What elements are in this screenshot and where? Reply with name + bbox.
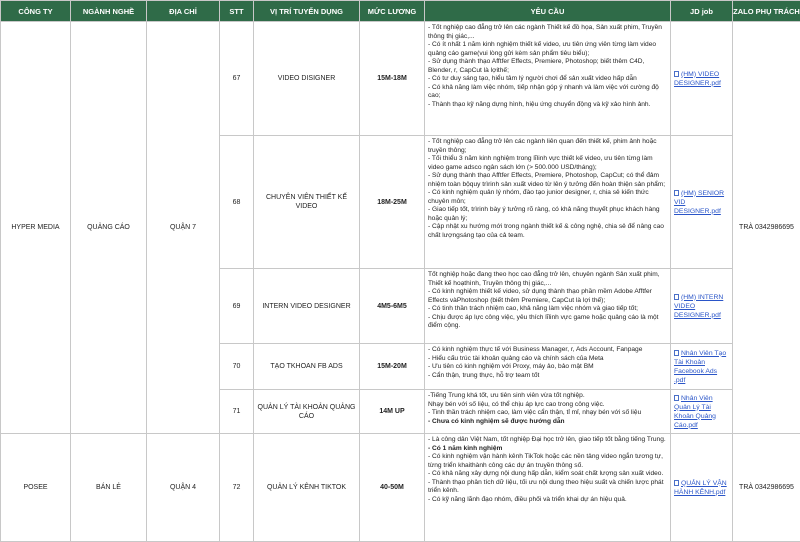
requirements-cell [425, 344, 671, 390]
requirement-line: - Thành thạo kỹ năng dựng hình, hiệu ứng chuyển động và kỹ xảo hình ảnh. [428, 100, 651, 108]
requirements-cell [425, 434, 671, 542]
requirement-line: - Cập nhật xu hướng mới trong ngành thiết kế & công nghệ, chia sẻ để nâng cao chất lượngsáng tạo của cả team. [428, 223, 664, 239]
header-jd: JD job [671, 1, 733, 22]
requirement-line: - Giao tiếp tốt, trìrinh bày ý tưởng rõ ràng, có khả năng thuyết phục khách hàng hoặc quản lý; [428, 206, 660, 222]
jd-link[interactable]: (HM) INTERN VIDEO DESIGNER.pdf [674, 293, 724, 319]
zalo-cell: TRÀ 0342986695 [733, 434, 800, 542]
header-salary: MỨC LƯƠNG [360, 1, 425, 22]
requirement-line: - Có kỹ năng lãnh đạo nhóm, điều phối và triển khai dự án hiệu quả. [428, 495, 627, 503]
salary-cell: 15M-20M [360, 344, 425, 390]
company-cell: HYPER MEDIA [1, 22, 71, 434]
requirement-line: - Chịu được áp lực công việc, yêu thích lĩlinh vực game hoặc quảng cáo là một điểm cộng. [428, 313, 659, 329]
table-row [1, 434, 800, 542]
requirement-line: - Sử dụng thành thạo Afftfer Effects, Premiere, Photoshop, CapCut; có thể đảm nhiệm toàn bộquy trìrinh sản xuất video từ lên ý tưởng đến hoàn thiện sản phẩm; [428, 172, 666, 188]
position-cell: QUẢN LÝ TÀI KHOẢN QUẢNG CÁO [254, 390, 360, 434]
location-cell: QUẬN 4 [147, 434, 220, 542]
stt-cell: 70 [220, 344, 254, 390]
stt-cell: 67 [220, 22, 254, 136]
requirements-cell [425, 22, 671, 136]
jd-cell [671, 22, 733, 136]
requirement-line: - Có kinh nghiệm thiết kế video, sử dụng thành thạo phần mềm Adobe Afftfer Effects vàPhotoshop (biết thêm Premiere, CapCut là lợi thế); [428, 288, 652, 304]
salary-cell: 4M5-6M5 [360, 269, 425, 344]
stt-cell: 71 [220, 390, 254, 434]
file-icon [674, 71, 679, 77]
jd-link[interactable]: QUẢN LÝ VẬN HÀNH KÊNH.pdf [674, 479, 727, 496]
salary-cell: 14M UP [360, 390, 425, 434]
requirement-line: Tốt nghiệp hoặc đang theo học cao đẳng trở lên, chuyên ngành Sản xuất phim, Thiết kế hoạthình, Truyền thông thị giác,... [428, 271, 660, 287]
jd-cell [671, 390, 733, 434]
requirement-line: - Thành thạo phân tích dữ liệu, tối ưu nội dung theo hiệu suất và chiến lược phát triển kênh. [428, 478, 664, 494]
jd-cell [671, 434, 733, 542]
header-position: VỊ TRÍ TUYỂN DỤNG [254, 1, 360, 22]
position-cell: CHUYÊN VIÊN THIẾT KẾ VIDEO [254, 136, 360, 269]
stt-cell: 68 [220, 136, 254, 269]
jd-cell [671, 269, 733, 344]
requirement-line: - Có tư duy sáng tạo, hiểu tâm lý người chơi để sản xuất video hấp dẫn [428, 75, 637, 82]
file-icon [674, 395, 679, 401]
requirement-line: - Cẩn thận, trung thực, hỗ trợ team tốt [428, 371, 540, 379]
requirement-line: - Tốt nghiệp cao đẳng trở lên các ngành Thiết kế đồ họa, Sản xuất phim, Truyền thông thị giác,... [428, 24, 662, 40]
industry-cell: BÁN LẺ [71, 434, 147, 542]
requirement-line: - Tối thiểu 3 năm kinh nghiệm trong lĩlinh vực thiết kế video, ưu tiên từng làm video game adsco ngân sách lớn (> 500.000 USD/tháng); [428, 155, 653, 171]
requirement-line: - Là công dân Việt Nam, tốt nghiệp Đại học trở lên, giao tiếp tốt bằng tiếng Trung. [428, 436, 666, 443]
header-row [1, 1, 800, 22]
requirement-line: - Có 1 năm kinh nghiệm [428, 444, 503, 452]
header-zalo: ZALO PHỤ TRÁCH [733, 1, 800, 22]
stt-cell: 69 [220, 269, 254, 344]
position-cell: TẠO TKHOAN FB ADS [254, 344, 360, 390]
location-cell: QUẬN 7 [147, 22, 220, 434]
header-location: ĐỊA CHỈ [147, 1, 220, 22]
position-cell: QUẢN LÝ KÊNH TIKTOK [254, 434, 360, 542]
jd-cell [671, 344, 733, 390]
company-cell: POSEE [1, 434, 71, 542]
stt-cell: 72 [220, 434, 254, 542]
requirement-line: - Có khả năng xây dựng nội dung hấp dẫn, kiểm soát chất lượng sản xuất video. [428, 470, 664, 477]
requirement-line: - Tốt nghiệp cao đẳng trở lên các ngành liên quan đến thiết kế, phim ảnh hoặc truyền thông; [428, 138, 657, 154]
position-cell: INTERN VIDEO DESIGNER [254, 269, 360, 344]
requirements-cell [425, 390, 671, 434]
file-icon [674, 480, 679, 486]
header-industry: NGÀNH NGHỀ [71, 1, 147, 22]
requirement-line: - Có kinh nghiệm quản lý nhóm, đào tạo junior designer, r, chia sẻ kiến thức chuyên môn; [428, 189, 649, 205]
salary-cell: 40-50M [360, 434, 425, 542]
requirement-line: - Có ít nhất 1 năm kinh nghiệm thiết kế video, ưu tiên ứng viên từng làm video quảng cáo game(vui lòng gửi kèm sản phẩm tiêu biểu); [428, 41, 657, 57]
requirements-cell [425, 136, 671, 269]
requirement-line: - Có tinh thần trách nhiệm cao, khả năng làm việc nhóm và giao tiếp tốt; [428, 305, 639, 312]
header-stt: STT [220, 1, 254, 22]
requirement-line: - Sử dụng thành thạo Afftfer Effects, Premiere, Photoshop; biết thêm C4D, Blender, r, CapCut là lợithế; [428, 58, 645, 74]
table-row [1, 22, 800, 136]
requirements-cell [425, 269, 671, 344]
requirement-line: - Ưu tiên có kinh nghiệm với Proxy, máy ảo, bảo mật BM [428, 363, 594, 370]
header-requirements: YÊU CẦU [425, 1, 671, 22]
position-cell: VIDEO DISIGNER [254, 22, 360, 136]
requirement-line: - Có khả năng làm việc nhóm, tiếp nhận góp ý nhanh và làm việc với cường độ cao; [428, 83, 659, 99]
zalo-cell: TRÀ 0342986695 [733, 22, 800, 434]
jd-link[interactable]: (HM) SENIOR VID DESIGNER.pdf [674, 189, 725, 215]
requirement-line: -Tiếng Trung khá tốt, ưu tiên sinh viên vừa tốt nghiệp. [428, 392, 585, 399]
requirement-line: - Có kinh nghiệm vận hành kênh TikTok hoặc các nền tảng video ngắn tương tự, từng triển khaithành công các dự án truyền thông số. [428, 453, 663, 469]
header-company: CÔNG TY [1, 1, 71, 22]
jd-link[interactable]: Nhân Viên Tạo Tài Khoản Facebook Ads .pdf [674, 349, 727, 384]
requirement-line: Nhạy bén với số liệu, có thể chịu áp lực cao trong công việc. [428, 400, 605, 408]
file-icon [674, 294, 679, 300]
file-icon [674, 350, 679, 356]
requirement-line: - Có kinh nghiệm thực tế với Business Manager, r, Ads Account, Fanpage [428, 346, 643, 353]
salary-cell: 18M-25M [360, 136, 425, 269]
file-icon [674, 190, 679, 196]
requirement-line: - Chưa có kinh nghiệm sẽ được hướng dẫn [428, 417, 565, 425]
industry-cell: QUẢNG CÁO [71, 22, 147, 434]
salary-cell: 15M-18M [360, 22, 425, 136]
jd-link[interactable]: Nhân Viên Quản Lý Tài Khoản Quảng Cáo.pdf [674, 394, 716, 429]
jd-cell [671, 136, 733, 269]
jd-link[interactable]: (HM) VIDEO DESIGNER.pdf [674, 70, 721, 87]
requirement-line: - Hiểu cấu trúc tài khoản quảng cáo và chính sách của Meta [428, 354, 604, 362]
requirement-line: - Tinh thần trách nhiệm cao, làm việc cẩn thận, tỉ mỉ, nhạy bén với số liệu [428, 409, 642, 416]
